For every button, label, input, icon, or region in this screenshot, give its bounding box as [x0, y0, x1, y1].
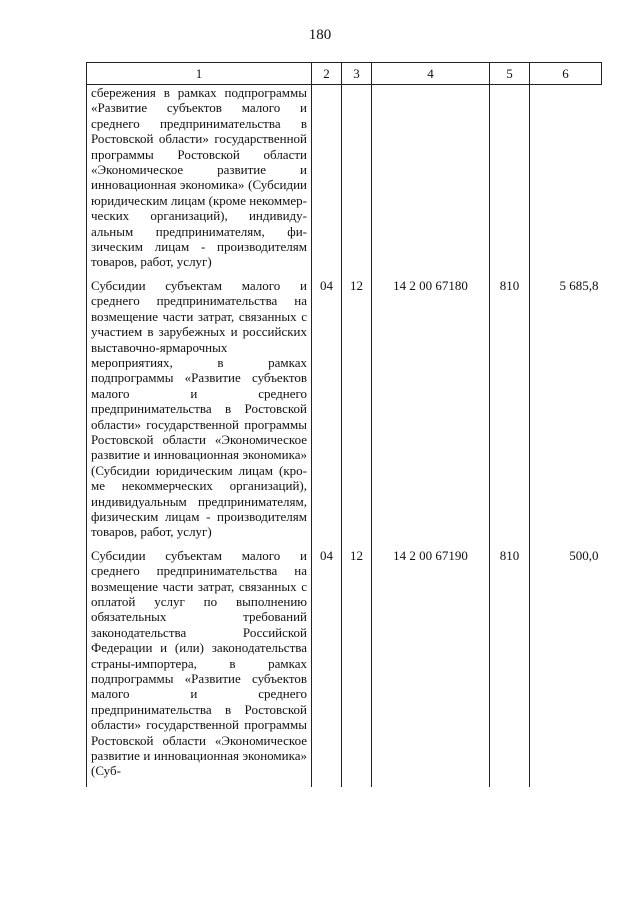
row-section — [312, 85, 342, 278]
header-col-4: 4 — [372, 63, 490, 85]
header-col-3: 3 — [342, 63, 372, 85]
row-target-code: 14 2 00 67180 — [372, 278, 490, 548]
header-col-2: 2 — [312, 63, 342, 85]
header-col-1: 1 — [87, 63, 312, 85]
table-row — [87, 278, 602, 548]
row-expense-type: 810 — [490, 548, 530, 787]
table-row — [87, 548, 602, 787]
table-row — [87, 85, 602, 278]
row-section: 04 — [312, 548, 342, 787]
header-col-5: 5 — [490, 63, 530, 85]
budget-table — [86, 62, 602, 787]
header-col-6: 6 — [530, 63, 602, 85]
row-section: 04 — [312, 278, 342, 548]
row-subsection: 12 — [342, 548, 372, 787]
page-number: 180 — [308, 27, 332, 43]
row-description: Субсидии субъектам малого и среднего предпринимательства на возмещение части затрат, связанных с оплатой услуг по выполнению обязательных требований законодательства Российской Федерации и (или) законодательства страны-импортера, в рамках подпрограммы «Развитие субъектов малого и среднего предпринимательства в Ростовской области» государственной программы Ростовской области «Экономическое развитие и инновационная экономика» (Суб- — [87, 548, 312, 787]
header-row — [87, 63, 602, 85]
row-target-code: 14 2 00 67190 — [372, 548, 490, 787]
row-subsection — [342, 85, 372, 278]
row-description: сбережения в рамках подпрограммы «Развитие субъектов малого и среднего предпринимательства в Ростовской области» государственной программы Ростовской области «Экономическое развитие и инновационная экономика» (Субсидии юридическим лицам (кроме некоммерческих организаций), индивидуальным предпринимателям, физическим лицам - производителям товаров, работ, услуг) — [87, 85, 312, 278]
row-description: Субсидии субъектам малого и среднего предпринимательства на возмещение части затрат, связанных с участием в зарубежных и российских выставочно-ярмарочных мероприятиях, в рамках подпрограммы «Развитие субъектов малого и среднего предпринимательства в Ростовской области» государственной программы Ростовской области «Экономическое развитие и инновационная экономика» (Субсидии юридическим лицам (кроме некоммерческих организаций), индивидуальным предпринимателям, физическим лицам - производителям товаров, работ, услуг) — [87, 278, 312, 548]
row-subsection: 12 — [342, 278, 372, 548]
row-amount — [530, 85, 602, 278]
row-expense-type — [490, 85, 530, 278]
row-target-code — [372, 85, 490, 278]
row-amount: 5 685,8 — [530, 278, 602, 548]
row-amount: 500,0 — [530, 548, 602, 787]
row-expense-type: 810 — [490, 278, 530, 548]
